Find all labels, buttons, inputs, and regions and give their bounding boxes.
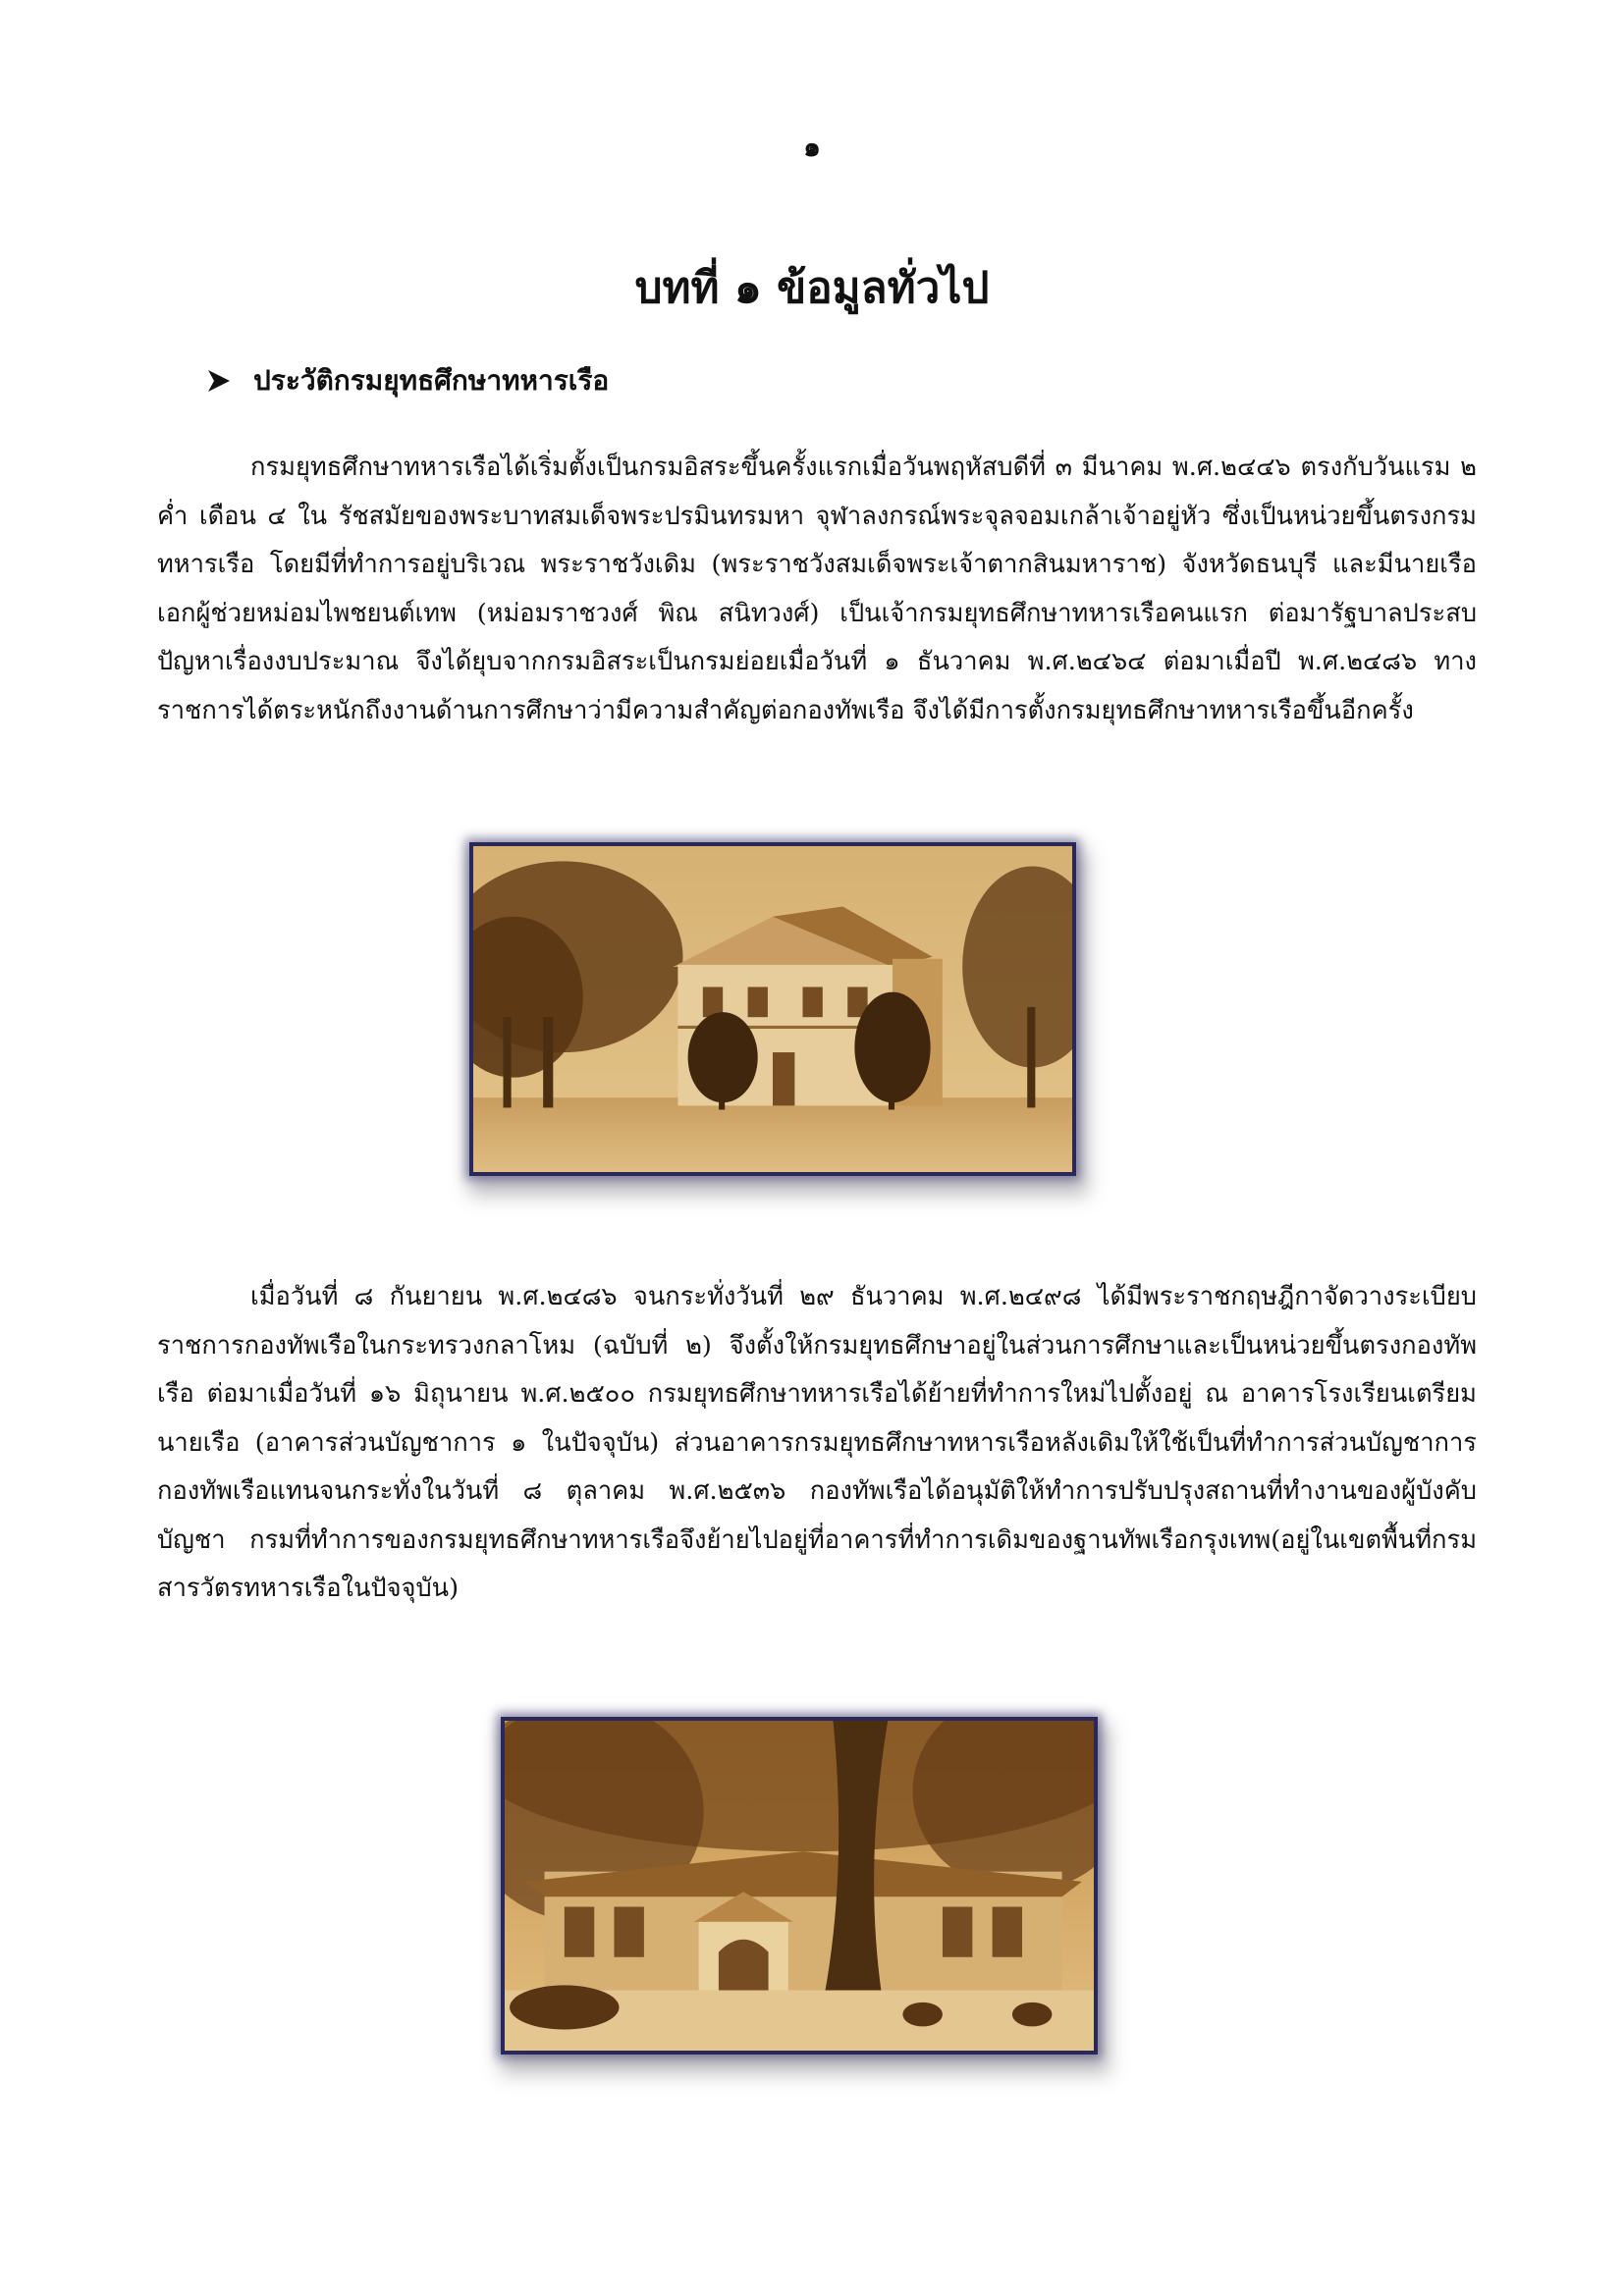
history-paragraph-1: กรมยุทธศึกษาทหารเรือได้เริ่มตั้งเป็นกรมอิสระขึ้นครั้งแรกเมื่อวันพฤหัสบดีที่ ๓ มีนาคม พ.ศ.๒๔๔๖ ตรงกับวันแรม ๒ ค่ำ เดือน ๔ ใน รัชสมัยของพระบาทสมเด็จพระปรมินทรมหา จุฬาลงกรณ์พระจุลจอมเกล้าเจ้าอยู่หัว ซึ่งเป็นหน่วยขึ้นตรงกรมทหารเรือ โดยมีที่ทำการอยู่บริเวณ พระราชวังเดิม (พระราชวังสมเด็จพระเจ้าตากสินมหาราช) จังหวัดธนบุรี และมีนายเรือเอกผู้ช่วยหม่อมไพชยนต์เทพ (หม่อมราชวงศ์ พิณ สนิทวงศ์) เป็นเจ้ากรมยุทธศึกษาทหารเรือคนแรก ต่อมารัฐบาลประสบปัญหาเรื่องงบประมาณ จึงได้ยุบจากกรมอิสระเป็นกรมย่อยเมื่อวันที่ ๑ ธันวาคม พ.ศ.๒๔๖๔ ต่อมาเมื่อปี พ.ศ.๒๔๘๖ ทางราชการได้ตระหนักถึงงานด้านการศึกษาว่ามีความสำคัญต่อกองทัพเรือ จึงได้มีการตั้งกรมยุทธศึกษาทหารเรือขึ้นอีกครั้ง [157,453,1477,725]
arrowhead-bullet-icon [206,368,232,394]
chapter-title: บทที่ ๑ ข้อมูลทั่วไป [634,263,990,313]
section-heading-text: ประวัติกรมยุทธศึกษาทหารเรือ [253,364,610,397]
old-building-photo-1 [469,842,1076,1176]
section-heading [206,359,609,402]
history-paragraph-2: เมื่อวันที่ ๘ กันยายน พ.ศ.๒๔๘๖ จนกระทั่งวันที่ ๒๙ ธันวาคม พ.ศ.๒๔๙๘ ได้มีพระราชกฤษฎีกาจัดวางระเบียบราชการกองทัพเรือในกระทรวงกลาโหม (ฉบับที่ ๒) จึงตั้งให้กรมยุทธศึกษาอยู่ในส่วนการศึกษาและเป็นหน่วยขึ้นตรงกองทัพเรือ ต่อมาเมื่อวันที่ ๑๖ มิถุนายน พ.ศ.๒๕๐๐ กรมยุทธศึกษาทหารเรือได้ย้ายที่ทำการใหม่ไปตั้งอยู่ ณ อาคารโรงเรียนเตรียมนายเรือ (อาคารส่วนบัญชาการ ๑ ในปัจจุบัน) ส่วนอาคารกรมยุทธศึกษาทหารเรือหลังเดิมให้ใช้เป็นที่ทำการส่วนบัญชาการกองทัพเรือแทนจนกระทั่งในวันที่ ๘ ตุลาคม พ.ศ.๒๕๓๖ กองทัพเรือได้อนุมัติให้ทำการปรับปรุงสถานที่ทำงานของผู้บังคับบัญชา กรมที่ทำการของกรมยุทธศึกษาทหารเรือจึงย้ายไปอยู่ที่อาคารที่ทำการเดิมของฐานทัพเรือกรุงเทพ(อยู่ในเขตพื้นที่กรมสารวัตรทหารเรือในปัจจุบัน) [157,1282,1477,1603]
old-building-photo-2 [501,1717,1098,2055]
page-number: ๑ [803,131,821,163]
